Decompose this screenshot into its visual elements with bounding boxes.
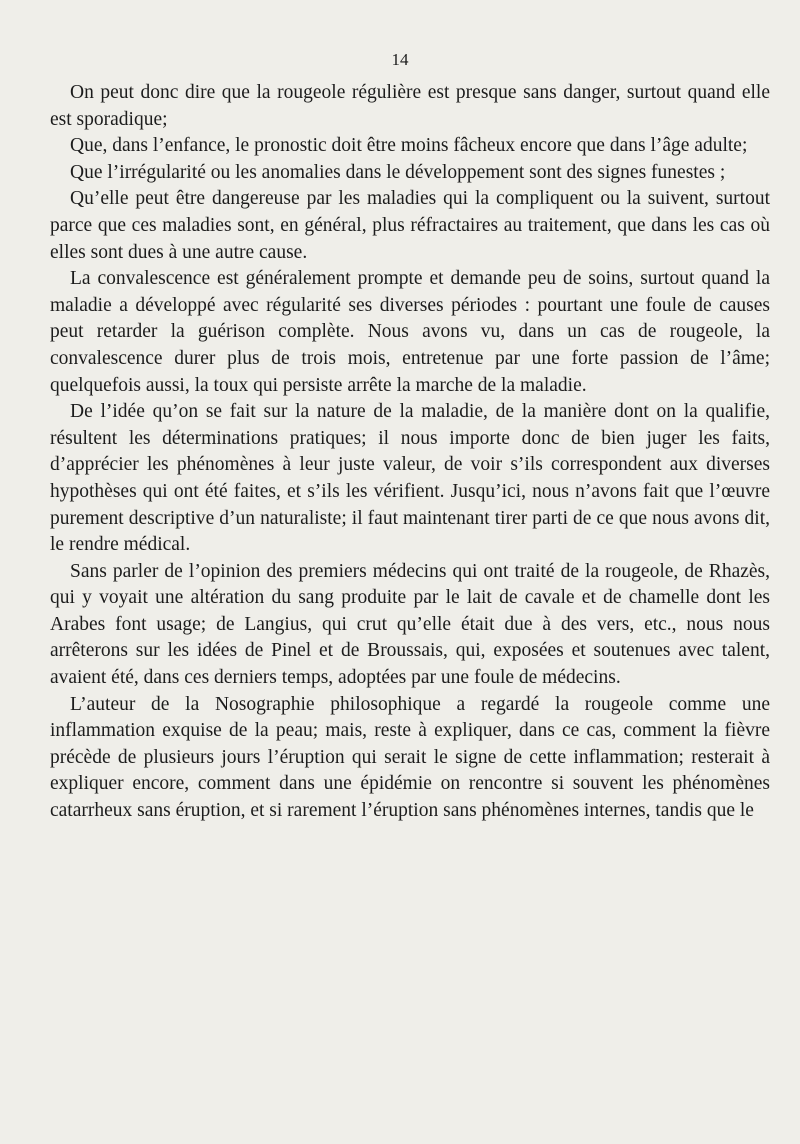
paragraph: On peut donc dire que la rougeole régulière est presque sans danger, surtout quand elle est sporadique;	[50, 82, 770, 130]
paragraph: Que, dans l’enfance, le pronostic doit être moins fâcheux encore que dans l’âge adulte;	[70, 135, 748, 157]
paragraph: Sans parler de l’opinion des premiers médecins qui ont traité de la rougeole, de Rhazès, qui y voyait une altération du sang produite par le lait de cavale et de chamelle dont les Arabes font usage; de Langius, qui crut qu’elle était due à des vers, etc., nous nous arrêterons sur les idées de Pinel et de Broussais, qui, exposées et soutenues avec talent, avaient été, dans ces derniers temps, adoptées par une foule de médecins.	[50, 560, 770, 689]
paragraph: De l’idée qu’on se fait sur la nature de la maladie, de la manière dont on la qualifie, résultent les déterminations pratiques; il nous importe donc de bien juger les faits, d’apprécier les phénomènes à leur juste valeur, de voir s’ils correspondent aux diverses hypothèses qui ont été faites, et s’ils les vérifient. Jusqu’ici, nous n’avons fait que l’œuvre purement descriptive d’un naturaliste; il faut maintenant tirer parti de ce que nous avons dit, le rendre médical.	[50, 401, 770, 556]
body-text	[50, 80, 770, 825]
paragraph: L’auteur de la Nosographie philosophique a regardé la rougeole comme une inflammation exquise de la peau; mais, reste à expliquer, dans ce cas, comment la fièvre précède de plusieurs jours l’éruption qui serait le signe de cette inflammation; resterait à expliquer encore, comment dans une épidémie on rencontre si souvent les phénomènes catarrheux sans éruption, et si rarement l’éruption sans phénomènes internes, tandis que le	[50, 693, 770, 822]
paragraph: Que l’irrégularité ou les anomalies dans le développement sont des signes funestes ;	[70, 161, 726, 183]
paragraph: La convalescence est généralement prompte et demande peu de soins, surtout quand la maladie a développé avec régularité ses diverses périodes : pourtant une foule de causes peut retarder la guérison complète. Nous avons vu, dans un cas de rougeole, la convalescence durer plus de trois mois, entretenue par une forte passion de l’âme; quelquefois aussi, la toux qui persiste arrête la marche de la maladie.	[50, 268, 770, 396]
page-number: 14	[391, 50, 409, 69]
paragraph: Qu’elle peut être dangereuse par les maladies qui la compliquent ou la suivent, surtout parce que ces maladies sont, en général, plus réfractaires au traitement, que dans les cas où elles sont dues à une autre cause.	[50, 188, 770, 263]
